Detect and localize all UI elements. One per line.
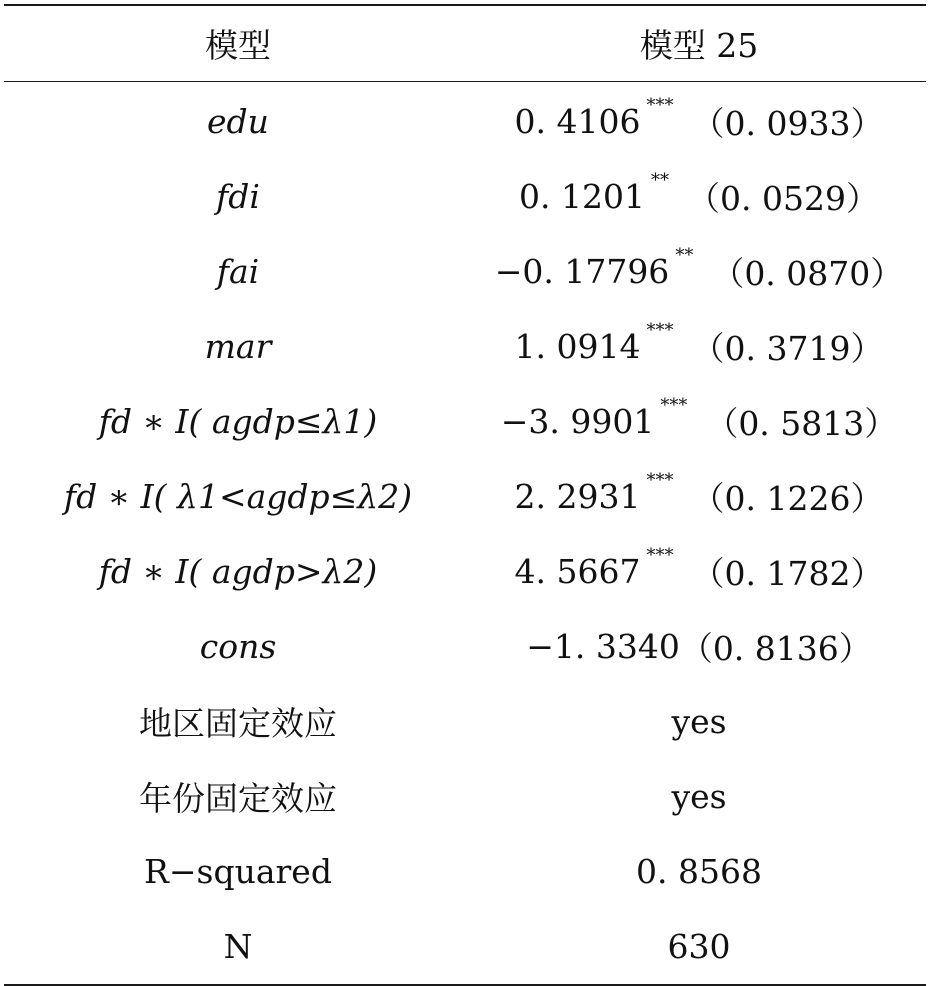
coef-value: 2. 2931 bbox=[514, 477, 641, 516]
significance-stars: *** bbox=[646, 95, 674, 116]
std-error: （0. 1782） bbox=[691, 554, 884, 593]
header-row bbox=[4, 6, 926, 81]
var-name: fd ∗ I( agdp≤λ1) bbox=[98, 402, 378, 441]
coef-cell bbox=[472, 170, 926, 220]
std-error: （0. 0529） bbox=[687, 179, 879, 218]
std-error: （0. 5813） bbox=[705, 404, 898, 443]
coef-value: 0. 4106 bbox=[514, 102, 641, 141]
coef-value: −1. 3340 bbox=[526, 627, 680, 666]
coef-value: −3. 9901 bbox=[500, 402, 655, 441]
coef-cell bbox=[472, 395, 926, 445]
std-error: （0. 0933） bbox=[691, 104, 884, 143]
table-row-threshold-high bbox=[4, 534, 926, 609]
coef-value: 0. 1201 bbox=[519, 177, 645, 216]
stat-value: 630 bbox=[667, 927, 731, 966]
significance-stars: *** bbox=[646, 320, 674, 341]
table-body bbox=[4, 84, 926, 984]
stat-label: N bbox=[223, 927, 253, 966]
coef-cell bbox=[472, 545, 926, 595]
coef-cell bbox=[472, 623, 926, 670]
header-var-label: 模型 bbox=[205, 26, 271, 65]
coef-value: −0. 17796 bbox=[494, 252, 670, 291]
table-row-r-squared bbox=[4, 834, 926, 909]
coef-cell bbox=[472, 470, 926, 520]
significance-stars: *** bbox=[646, 545, 674, 566]
table-row-n bbox=[4, 909, 926, 984]
significance-stars: ** bbox=[651, 170, 669, 191]
significance-stars: ** bbox=[675, 245, 694, 266]
significance-stars: *** bbox=[646, 470, 674, 491]
table-row-fai bbox=[4, 234, 926, 309]
fixed-effect-value: yes bbox=[671, 702, 727, 741]
stat-value: 0. 8568 bbox=[636, 852, 762, 891]
std-error: （0. 8136） bbox=[679, 629, 872, 668]
var-name: fd ∗ I( agdp>λ2) bbox=[98, 552, 378, 591]
table-row-cons bbox=[4, 609, 926, 684]
var-name: cons bbox=[199, 627, 277, 666]
coef-cell bbox=[472, 245, 926, 295]
var-name: edu bbox=[207, 102, 269, 141]
fixed-effect-label: 地区固定效应 bbox=[139, 704, 337, 743]
table-row-threshold-mid bbox=[4, 459, 926, 534]
table-row-year-fe bbox=[4, 759, 926, 834]
table-row-mar bbox=[4, 309, 926, 384]
std-error: （0. 3719） bbox=[691, 329, 884, 368]
regression-table bbox=[4, 4, 926, 986]
var-name: mar bbox=[204, 327, 272, 366]
table-row-fdi bbox=[4, 159, 926, 234]
coef-value: 1. 0914 bbox=[514, 327, 641, 366]
significance-stars: *** bbox=[660, 395, 688, 416]
header-model-label: 模型 25 bbox=[639, 26, 759, 65]
var-name: fai bbox=[216, 252, 260, 291]
table-row-threshold-low bbox=[4, 384, 926, 459]
table-row-region-fe bbox=[4, 684, 926, 759]
fixed-effect-value: yes bbox=[671, 777, 727, 816]
var-name: fdi bbox=[216, 177, 260, 216]
std-error: （0. 0870） bbox=[711, 254, 904, 293]
stat-label: R−squared bbox=[144, 852, 332, 891]
header-rule bbox=[4, 81, 926, 82]
var-name: fd ∗ I( λ1<agdp≤λ2) bbox=[63, 477, 413, 516]
std-error: （0. 1226） bbox=[691, 479, 884, 518]
coef-value: 4. 5667 bbox=[514, 552, 641, 591]
coef-cell bbox=[472, 95, 926, 145]
coef-cell bbox=[472, 320, 926, 370]
table-row-edu bbox=[4, 84, 926, 159]
fixed-effect-label: 年份固定效应 bbox=[139, 779, 337, 818]
